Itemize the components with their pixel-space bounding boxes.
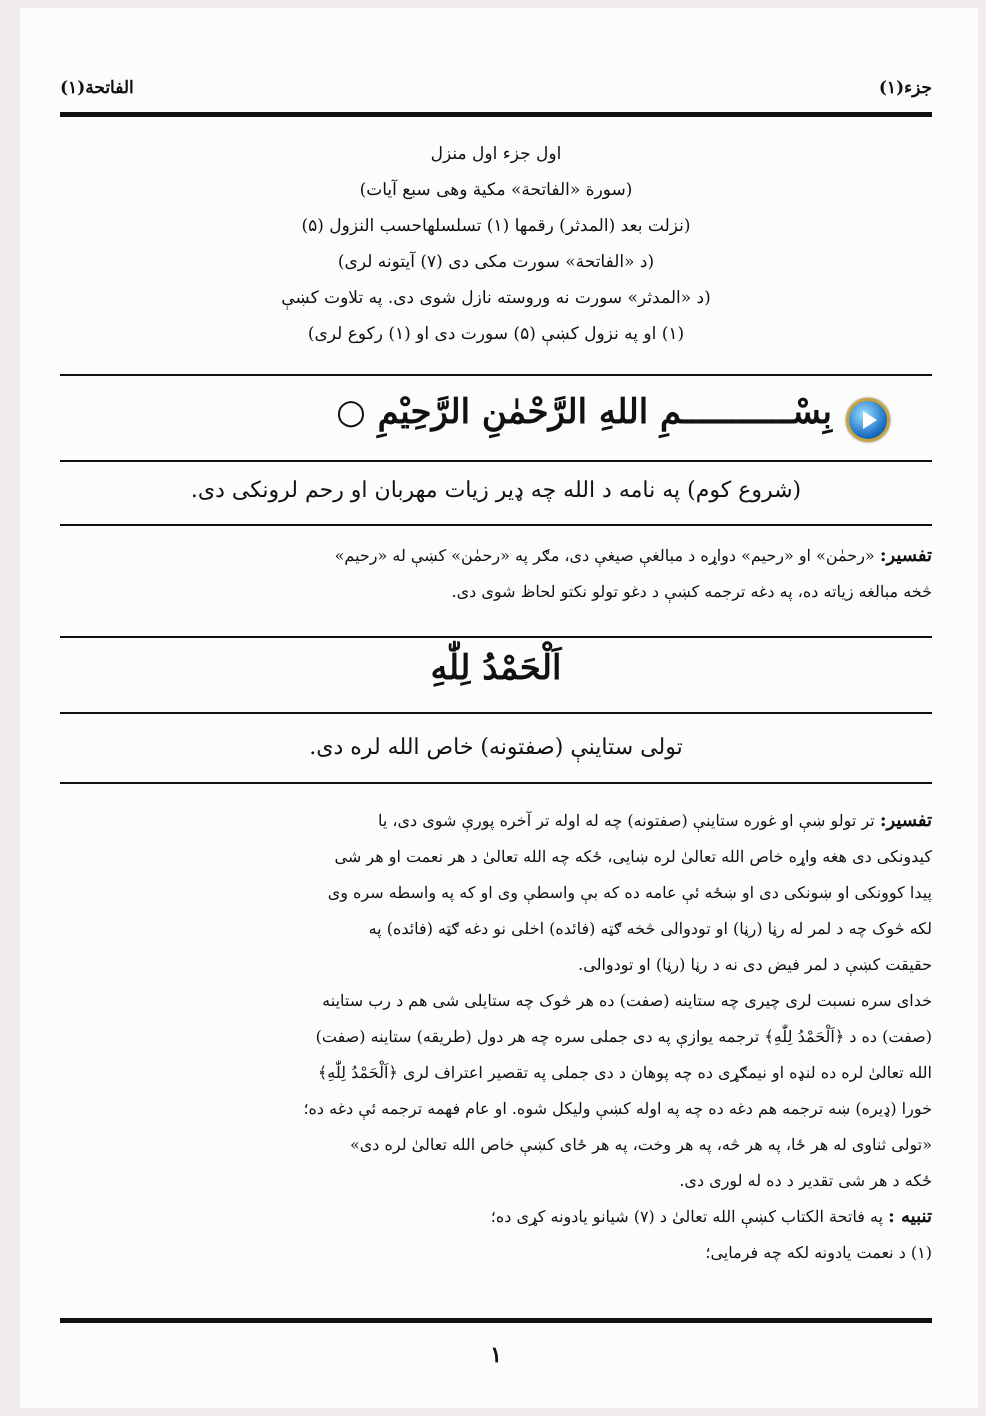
- intro-line: اول جزء اول منزل: [430, 144, 562, 164]
- divider: [60, 524, 932, 526]
- page-header: [60, 70, 932, 110]
- footer-rule: [60, 1318, 932, 1323]
- tafsir-line: كيدونكی دی هغه واړه خاص الله تعالىٰ لره ښايی، ځكه چه الله تعالىٰ د هر نعمت او هر شی: [334, 847, 932, 866]
- tafsir-line: الله تعالىٰ لره ده لنډه او نيمګړی ده چه پوهان د دی جملی په تقصير اعتراف لری ﴿اَلْحَمْدُ لِلّٰهِ﴾: [317, 1063, 932, 1082]
- surah-intro: [60, 136, 932, 352]
- tafsir-label: تفسير:: [879, 810, 932, 831]
- tafsir-line: خدای سره نسبت لری چيری چه ستاينه (صفت) ده هر څوک چه ستايلی شی هم د رب ستاينه: [322, 991, 932, 1010]
- tafsir-label: تفسير:: [879, 545, 932, 566]
- header-rule: [60, 112, 932, 117]
- tafsir-line: حقيقت كښې د لمر فيض دی نه د رڼا (رڼا) او تودوالی.: [578, 955, 932, 974]
- tafsir-hamd: [60, 803, 932, 1271]
- page-number: ۱: [490, 1342, 502, 1368]
- tafsir-line: پيدا كوونكی او ښونكی دی او ښځه ئې عامه ده كه بې واسطې وی او كه په واسطه سره وی: [327, 883, 932, 902]
- page: [20, 8, 978, 1408]
- divider: [60, 712, 932, 714]
- tafsir-line: (صفت) ده د ﴿اَلْحَمْدُ لِلّٰهِ﴾ ترجمه يوازې په دی جملی سره چه هر دول (طريقه) ستاينه (صفت): [315, 1027, 932, 1046]
- tafsir-line: خورا (ډيره) ښه ترجمه هم دغه ده چه په اوله كښې وليكل شوه. او عام فهمه ترجمه ئې دغه ده؛: [303, 1099, 932, 1118]
- intro-line: (د «المدثر» سورت نه وروسته نازل شوی دی. په تلاوت كښې: [281, 288, 711, 308]
- note-label: تنبيه :: [888, 1206, 932, 1227]
- verse-translation: تولی ستاينې (صفتونه) خاص الله لره دی.: [309, 735, 683, 760]
- bismillah-text: بِسْـــــــــــمِ اللهِ الرَّحْمٰنِ الرَّحِيْمِ ○: [336, 392, 832, 432]
- intro-line: (۱) او په نزول كښې (۵) سورت دی او (۱) ركوع لری): [307, 324, 685, 344]
- juz-label: جزء(۱): [878, 78, 932, 98]
- tafsir-text: څخه مبالغه زياته ده، په دغه ترجمه كښې د دغو تولو نكتو لحاظ شوی دی.: [451, 582, 932, 601]
- intro-line: (نزلت بعد (المدثر) رقمها (۱) تسلسلهاحسب النزول (۵): [301, 216, 691, 236]
- note-text: په فاتحة الكتاب كښې الله تعالىٰ د (۷) شيانو يادونه كړی ده؛: [490, 1207, 884, 1226]
- tafsir-bismillah: [60, 538, 932, 610]
- verse-text: اَلْحَمْدُ لِلّٰهِ: [430, 648, 562, 688]
- divider: [60, 374, 932, 376]
- tafsir-line: «تولی ثناوی له هر ځا، په هر څه، په هر وخت، په هر ځای كښې خاص الله تعالىٰ لره دی»: [349, 1135, 932, 1154]
- tafsir-line: ځكه د هر شی تقدير د ده له لوری دی.: [679, 1171, 932, 1190]
- bismillah-translation: (شروع كوم) په نامه د الله چه ډير زيات مهربان او رحم لرونكی دی.: [190, 478, 802, 503]
- tafsir-line: تر تولو ښې او غوره ستاينې (صفتونه) چه له اوله تر آخره پورې شوی دی، يا: [377, 811, 875, 830]
- tafsir-text: «رحمٰن» او «رحيم» دواړه د مبالغې صيغې دی، مګر په «رحمٰن» كښې له «رحيم»: [334, 546, 875, 565]
- note-item: (۱) د نعمت يادونه لكه چه فرمايی؛: [705, 1243, 932, 1262]
- divider: [60, 460, 932, 462]
- play-audio-icon[interactable]: [846, 398, 890, 442]
- intro-line: (د «الفاتحة» سورت مكی دی (۷) آيتونه لری): [337, 252, 655, 272]
- tafsir-line: لكه څوک چه د لمر له رڼا (رڼا) او تودوالی څخه ګټه (فائده) اخلی نو دغه ګټه (فائده) په: [368, 919, 932, 938]
- divider: [60, 636, 932, 638]
- surah-label: الفاتحة(۱): [60, 78, 134, 98]
- divider: [60, 782, 932, 784]
- intro-line: (سورة «الفاتحة» مكية وهی سبع آيات): [359, 180, 633, 200]
- bismillah-row: [60, 386, 932, 458]
